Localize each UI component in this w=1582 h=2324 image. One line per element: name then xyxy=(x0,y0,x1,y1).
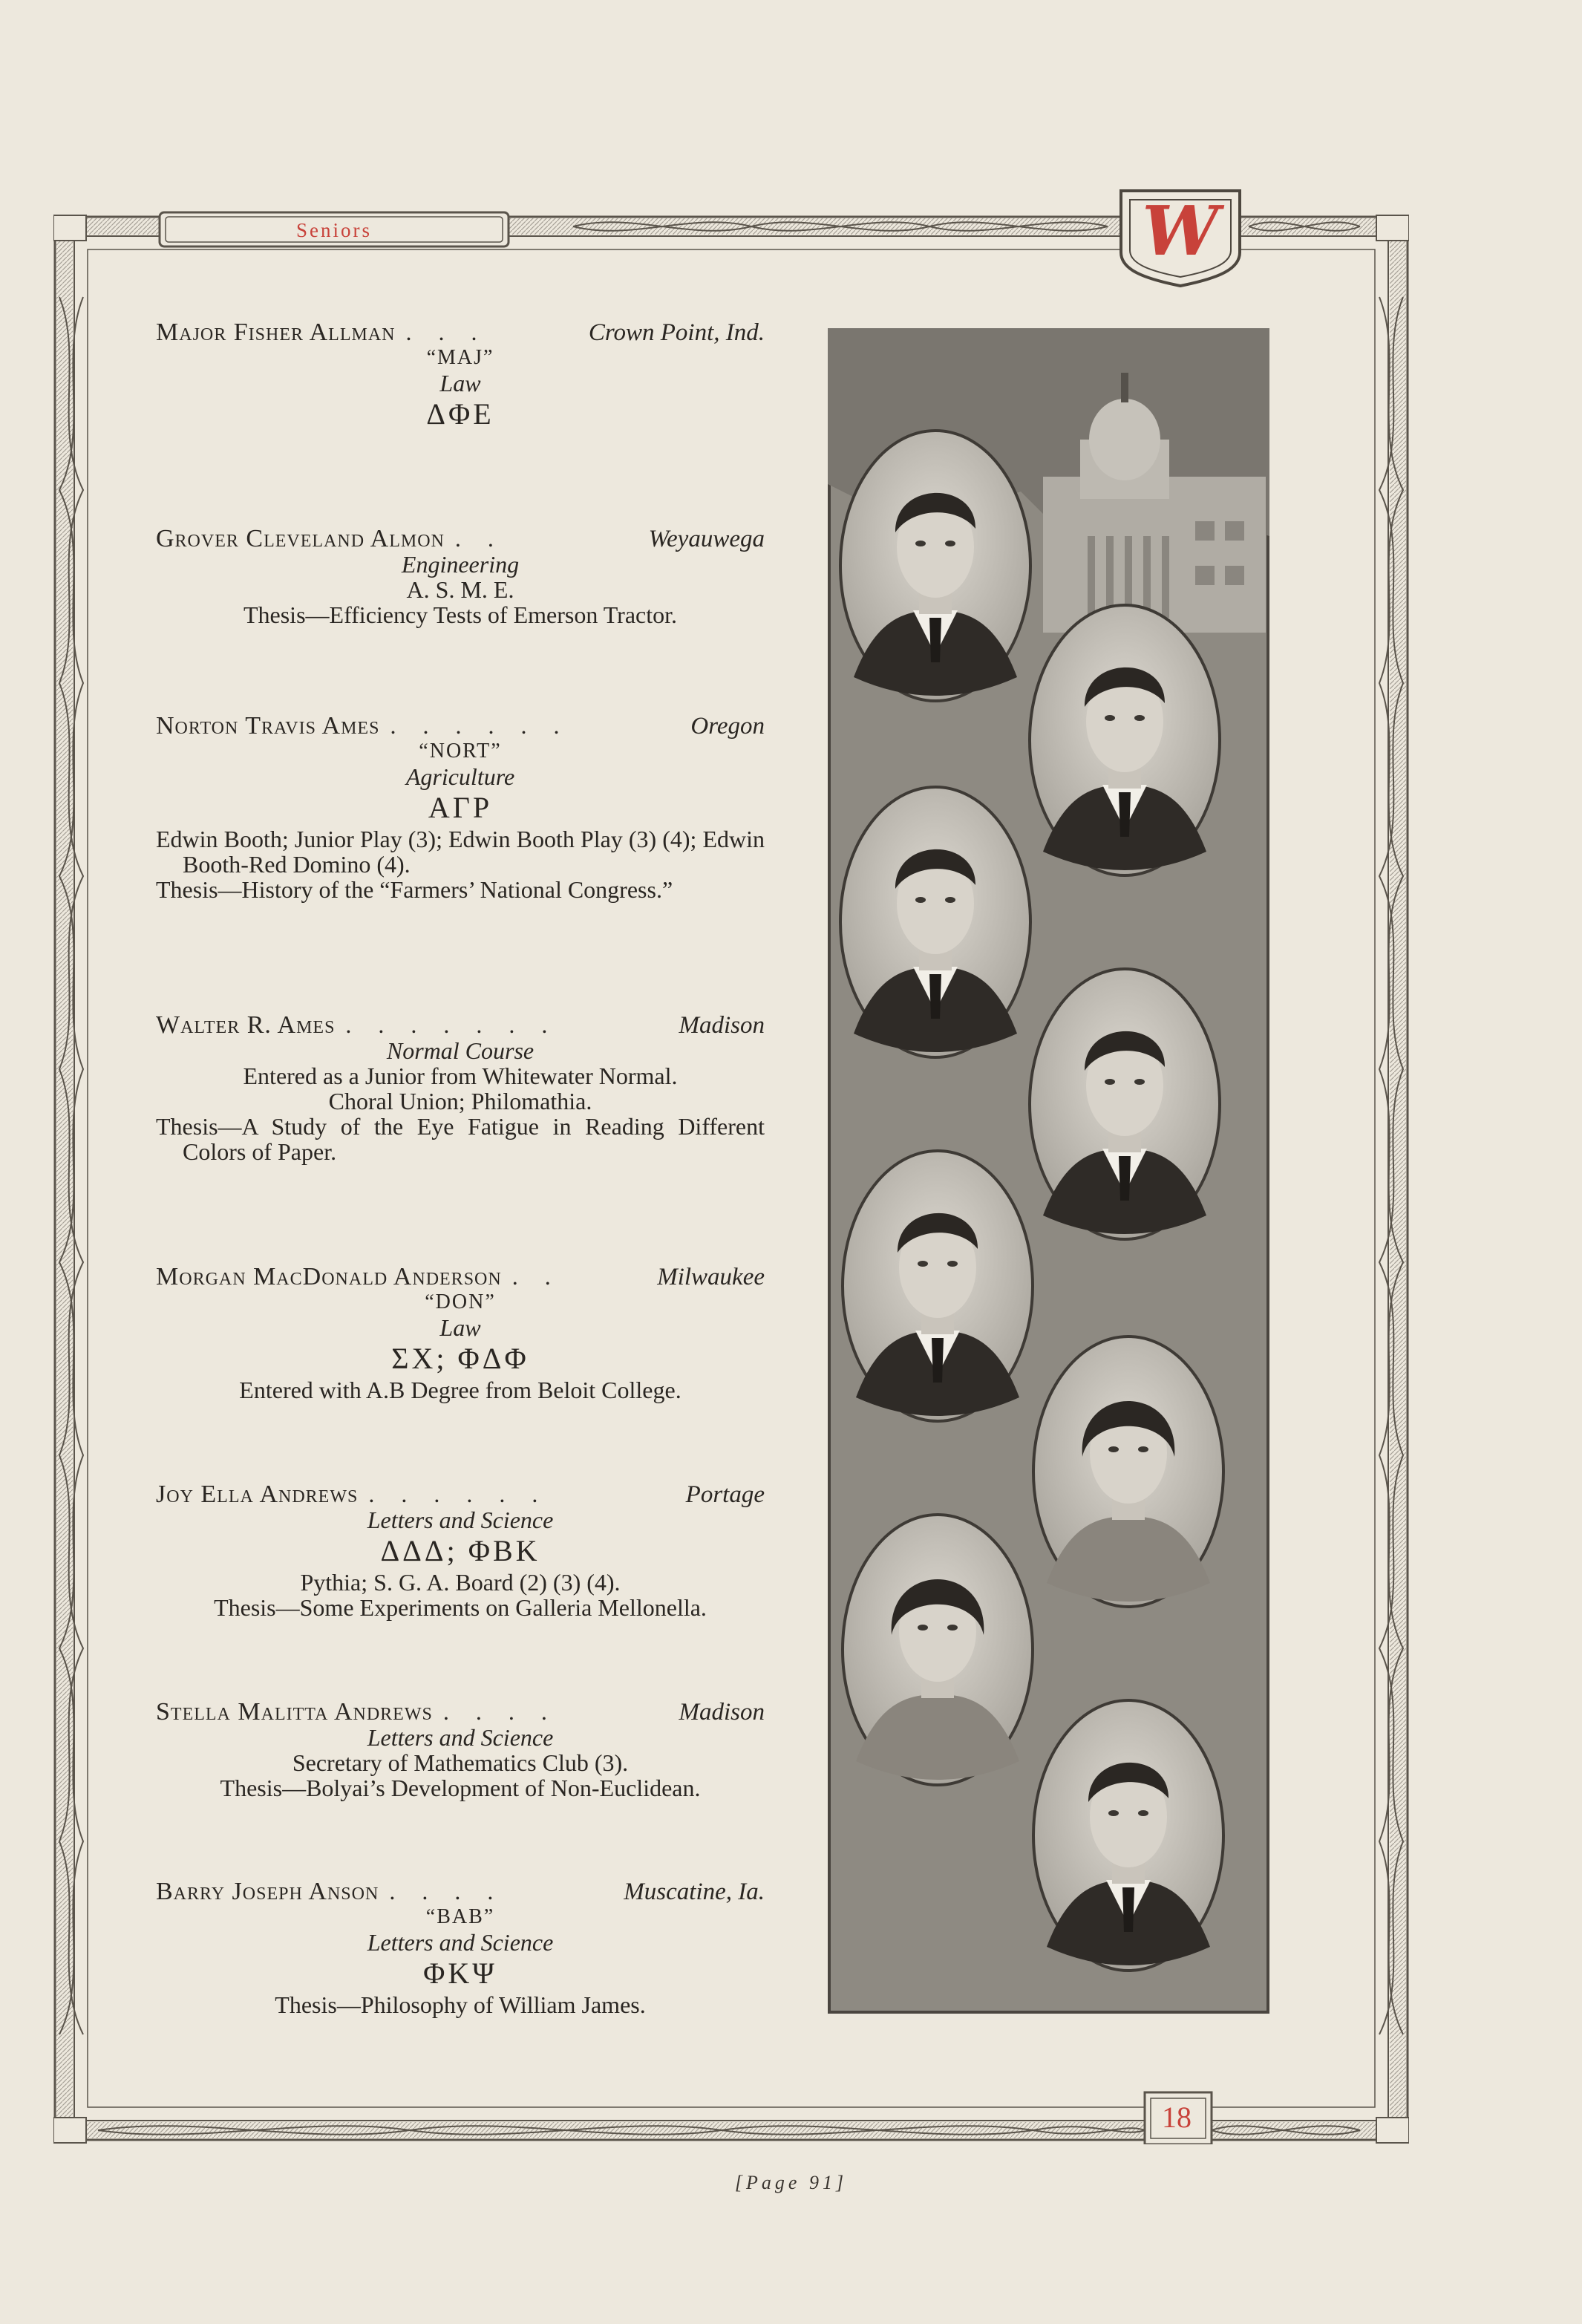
student-name: Morgan MacDonald Anderson xyxy=(156,1263,502,1290)
entry-heading xyxy=(156,1879,765,1904)
activities-text: Thesis—History of the “Farmers’ National Congress.” xyxy=(156,876,673,903)
senior-entry xyxy=(156,1481,765,1620)
nickname: “DON” xyxy=(425,1290,496,1313)
student-name: Stella Malitta Andrews xyxy=(156,1698,433,1726)
portrait-woman xyxy=(1033,1336,1223,1607)
activities-text: Thesis—A Study of the Eye Fatigue in Reading Different Colors of Paper. xyxy=(156,1113,765,1165)
fraternity-letters: ΦΚΨ xyxy=(423,1956,497,1990)
entry-heading xyxy=(156,1264,765,1290)
leader-dots: . . . xyxy=(405,319,488,345)
leader-dots: . . . . . . xyxy=(390,713,570,738)
fraternity-letters: ΔΦΕ xyxy=(426,397,494,431)
hometown: Portage xyxy=(685,1481,765,1508)
student-name: Norton Travis Ames xyxy=(156,712,380,740)
leader-dots: . . . . xyxy=(442,1699,558,1724)
senior-entry xyxy=(156,1264,765,1403)
detail-line: Thesis—Efficiency Tests of Emerson Tractor. xyxy=(243,601,678,628)
hometown: Crown Point, Ind. xyxy=(588,319,765,346)
portrait-man xyxy=(840,787,1030,1057)
student-name: Major Fisher Allman xyxy=(156,319,396,346)
crest-logo xyxy=(1114,182,1247,290)
senior-entry xyxy=(156,319,765,433)
crest-letter: W xyxy=(1142,191,1219,271)
senior-entry xyxy=(156,713,765,902)
entry-heading xyxy=(156,319,765,345)
leader-dots: . . . . xyxy=(389,1879,504,1904)
portrait-man xyxy=(1030,969,1220,1239)
portrait-man xyxy=(843,1151,1033,1421)
portrait-man xyxy=(1033,1700,1223,1971)
hometown: Oregon xyxy=(690,713,765,740)
detail-line: Choral Union; Philomathia. xyxy=(328,1088,592,1114)
student-name: Barry Joseph Anson xyxy=(156,1878,379,1905)
senior-entry xyxy=(156,1012,765,1164)
fraternity-letters: ΣΧ; ΦΔΦ xyxy=(391,1342,529,1375)
course: Law xyxy=(439,1314,481,1341)
student-name: Grover Cleveland Almon xyxy=(156,525,445,552)
activities-text: Edwin Booth; Junior Play (3); Edwin Booth Play (3) (4); Edwin Booth-Red Domino (4). xyxy=(156,826,765,878)
hometown: Milwaukee xyxy=(657,1264,765,1290)
student-name: Joy Ella Andrews xyxy=(156,1481,359,1508)
detail-line: A. S. M. E. xyxy=(406,576,514,603)
section-title: Seniors xyxy=(296,218,372,241)
nickname: “NORT” xyxy=(419,740,502,763)
detail-line: Thesis—Bolyai’s Development of Non-Euclidean. xyxy=(220,1775,701,1801)
entry-heading xyxy=(156,1481,765,1507)
student-name: Walter R. Ames xyxy=(156,1011,336,1039)
entry-heading xyxy=(156,713,765,739)
nickname: “MAJ” xyxy=(426,346,494,369)
course: Letters and Science xyxy=(367,1929,554,1956)
course: Law xyxy=(439,370,481,396)
senior-entry xyxy=(156,526,765,627)
detail-line: Thesis—Philosophy of William James. xyxy=(275,1991,646,2018)
entry-heading xyxy=(156,1012,765,1038)
hometown: Madison xyxy=(679,1699,765,1726)
hometown: Madison xyxy=(679,1012,765,1039)
detail-line: Pythia; S. G. A. Board (2) (3) (4). xyxy=(300,1569,621,1596)
entry-heading xyxy=(156,526,765,552)
portrait-man xyxy=(1030,605,1220,875)
detail-line: Thesis—Some Experiments on Galleria Mellonella. xyxy=(214,1594,707,1621)
page-footer: [Page 91] xyxy=(734,2172,848,2193)
fraternity-letters: ΑΓΡ xyxy=(428,791,493,824)
hometown: Weyauwega xyxy=(648,526,765,552)
course: Agriculture xyxy=(405,763,515,790)
page-badge: 18 xyxy=(1162,2100,1192,2134)
fraternity-letters: ΔΔΔ; ΦΒΚ xyxy=(380,1534,540,1567)
senior-entry xyxy=(156,1879,765,2017)
course: Letters and Science xyxy=(367,1724,554,1751)
course: Letters and Science xyxy=(367,1507,554,1533)
detail-line: Entered with A.B Degree from Beloit College. xyxy=(239,1377,681,1403)
portrait-woman xyxy=(843,1515,1033,1785)
portrait-panel xyxy=(828,328,1269,2014)
leader-dots: . . . . . . xyxy=(368,1481,549,1507)
detail-line: Entered as a Junior from Whitewater Normal. xyxy=(243,1063,678,1089)
leader-dots: . . xyxy=(511,1264,561,1289)
hometown: Muscatine, Ia. xyxy=(624,1879,765,1905)
course: Engineering xyxy=(401,551,520,578)
senior-entry xyxy=(156,1699,765,1801)
nickname: “BAB” xyxy=(425,1905,495,1928)
course: Normal Course xyxy=(386,1037,535,1064)
entry-heading xyxy=(156,1699,765,1725)
leader-dots: . . . . . . . xyxy=(345,1012,558,1037)
portrait-man xyxy=(840,431,1030,701)
detail-line: Secretary of Mathematics Club (3). xyxy=(292,1749,629,1776)
leader-dots: . . xyxy=(454,526,504,551)
